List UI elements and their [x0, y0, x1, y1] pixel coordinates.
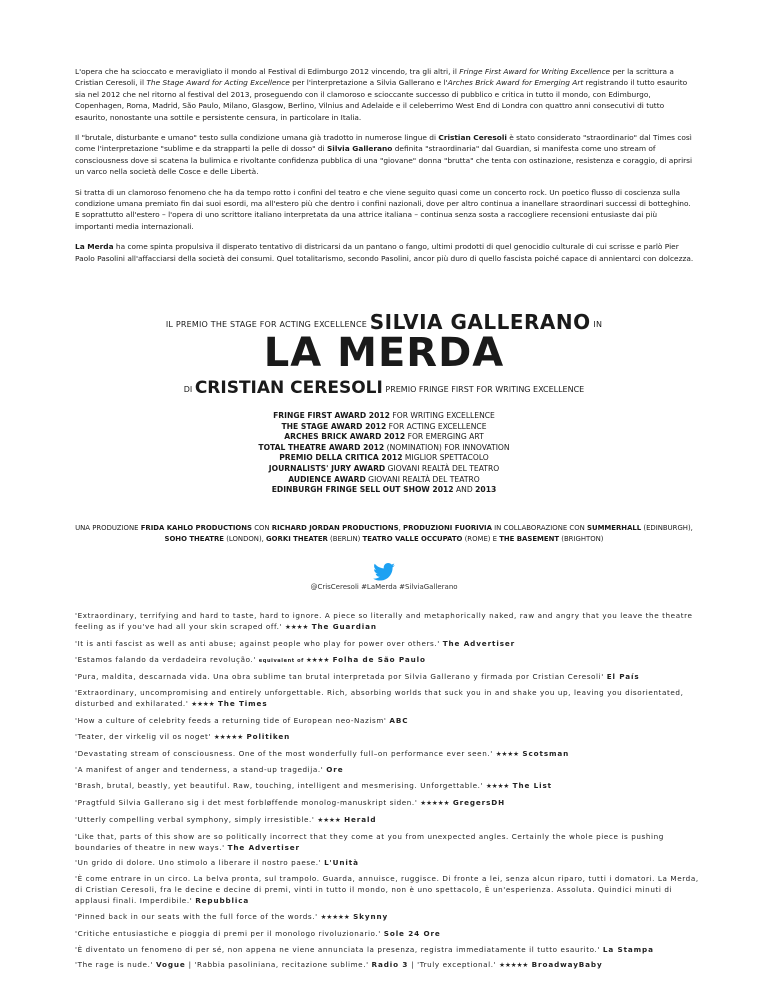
press-quote [75, 780, 703, 792]
press-quote [75, 797, 703, 809]
social-handles: @CrisCeresoli #LaMerda #SilviaGallerano [310, 583, 458, 591]
quote-source: Repubblica [195, 896, 250, 906]
paragraph-text: registrando il tutto esaurito sia nel 2012 che nel ritorno al festival del 2013, proseguendo con il clamoroso e scioccante successo di pubblico e critica in tutto il mondo, con Edimburgo, Copenhagen, Roma, Madrid, São Paulo, Milano, Glasgow, Berlino, Vilnius and Adelaide e il celeberrimo West End di Londra con quattro anni consecutivi di tutto esaurito, nonostante una sottile e persistente censura, in particolare in Italia. [75, 78, 688, 122]
press-quote [75, 654, 703, 667]
press-quotes [75, 610, 703, 976]
production-text: IN COLLABORAZIONE CON [491, 524, 588, 532]
award-name: THE STAGE AWARD 2012 [281, 421, 387, 431]
quote-source: The Guardian [308, 622, 377, 631]
quote-text: 'Un grido di dolore. Uno stimolo a liberare il nostro paese.' [75, 858, 325, 868]
author-name: CRISTIAN CERESOLI [194, 378, 383, 398]
production-text: (ROME) E [462, 534, 500, 543]
quote-source: Sole 24 Ore [383, 928, 441, 938]
production-company: FRIDA KAHLO PRODUCTIONS [140, 524, 252, 532]
award-name: TOTAL THEATRE AWARD 2012 [258, 442, 385, 452]
star-rating: ★★★★★ [420, 798, 450, 807]
author-line-suffix: PREMIO FRINGE FIRST FOR WRITING EXCELLENCE [382, 385, 585, 394]
quote-source: The List [509, 781, 553, 791]
production-company: PRODUZIONI FUORIVIA [403, 524, 492, 532]
quote-text: 'Brash, brutal, beastly, yet beautiful. Raw, touching, intelligent and mesmerising. Unforgettable.' [75, 781, 486, 791]
paragraph-text: The Stage Award for Acting Excellence [146, 78, 290, 88]
quote-source: El País [606, 672, 640, 682]
production-text: , [398, 524, 404, 532]
awards-list [0, 411, 768, 496]
quote-text: 'Extraordinary, uncompromising and entirely unforgettable. Rich, absorbing worlds that suck you in and shake you up, leaving you disorientated, disturbed and exhilarated.' [75, 688, 684, 709]
paragraph-text: Arches Brick Award for Emerging Art [447, 78, 584, 88]
quote-text: 'Critiche entusiastiche e pioggia di premi per il monologo rivoluzionario.' [75, 928, 384, 938]
award-item [0, 485, 768, 496]
award-name: ARCHES BRICK AWARD 2012 [284, 432, 406, 442]
star-rating: ★★★★ [285, 623, 309, 631]
star-rating: ★★★★ [303, 655, 330, 664]
award-item [0, 422, 768, 433]
author-line [0, 378, 768, 398]
actress-name: SILVIA GALLERANO [369, 310, 591, 334]
press-quote [75, 671, 703, 682]
press-quote [75, 731, 703, 743]
quote-source: ABC [389, 715, 409, 725]
production-text: (BRIGHTON) [559, 534, 604, 543]
award-item [0, 432, 768, 443]
quote-text: 'A manifest of anger and tenderness, a stand-up tragedija.' [75, 765, 327, 775]
press-quote [75, 959, 703, 971]
paragraph-text: Cristian Ceresoli [438, 133, 507, 143]
award-category: FOR ACTING EXCELLENCE [386, 421, 487, 431]
press-quote [75, 610, 703, 633]
press-quote [75, 857, 703, 868]
award-name: PREMIO DELLA CRITICA 2012 [279, 453, 403, 463]
production-company: RICHARD JORDAN PRODUCTIONS [271, 524, 399, 532]
quote-text: 'Pura, maldita, descarnada vida. Una obra sublime tan brutal interpretada por Silvia Gallerano y firmada por Cristian Ceresoli' [75, 672, 607, 682]
quote-source: The Times [214, 699, 268, 709]
paragraph-text: L'opera che ha scioccato e meravigliato il mondo al Festival di Edimburgo 2012 vincendo, tra gli altri, il [75, 67, 460, 76]
quote-text: 'È come entrare in un circo. La belva pronta, sul trampolo. Guarda, annuisce, ruggisce. Di fronte a lei, senza alcun riparo, tutti i domatori. La Merda, di Cristian Ceresoli, fra le decine e decine di premi, vinti in tutto il mondo, non è uno spettacolo, È un'esperienza. Assoluta. Quindici minuti di applausi finali. Imperdibile.' [75, 874, 699, 906]
quote-source: Vogue [155, 960, 186, 970]
press-quote [75, 873, 703, 906]
award-category: GIOVANI REALTÀ DEL TEATRO [385, 463, 500, 473]
award-item [0, 475, 768, 486]
award-category: GIOVANI REALTÀ DEL TEATRO [365, 474, 480, 484]
paragraph-text: per la scrittura a Cristian Ceresoli, il [75, 67, 674, 88]
quote-source: Radio 3 [371, 960, 409, 970]
quote-text: 'Pinned back in our seats with the full force of the words.' [75, 911, 321, 921]
intro-paragraph [75, 241, 695, 264]
press-quote [75, 814, 703, 826]
press-quote [75, 928, 703, 939]
press-quote [75, 764, 703, 775]
quote-text: 'Extraordinary, terrifying and hard to taste, hard to ignore. A piece so literally and metaphorically naked, raw and angry that you leave the theatre feeling as if you've had all your skin scraped off.' [75, 611, 693, 631]
quote-source: Politiken [243, 731, 291, 741]
production-text: UNA PRODUZIONE [75, 524, 141, 532]
press-quote [75, 831, 703, 853]
quote-source: BroadwayBaby [528, 960, 603, 970]
star-rating: ★★★★★ [213, 732, 244, 741]
star-rating: ★★★★ [485, 782, 510, 791]
quote-text: | 'Rabbia pasoliniana, recitazione sublime.' [185, 960, 372, 970]
award-line-suffix: IN [590, 320, 603, 329]
paragraph-text: Si tratta di un clamoroso fenomeno che ha da tempo rotto i confini del teatro e che viene seguito quasi come un concerto rock. Un poetico flusso di coscienza sulla condizione umana premiato fin dai suoi esordi, ma all'estero più che dentro i confini nazionali, dove per altro continua a inanellare straordinari successi di botteghino. E soprattutto all'estero – l'opera di uno scrittore italiano interpretata da una attrice italiana – continua senza sosta a raccogliere recensioni entusiaste dai più importanti media internazionali. [75, 187, 691, 231]
twitter-bird-icon[interactable] [373, 563, 395, 581]
intro-paragraph [75, 187, 695, 233]
production-text: (BERLIN) [327, 534, 363, 543]
award-item [0, 411, 768, 422]
award-category: MIGLIOR SPETTACOLO [402, 453, 489, 463]
production-text: CON [252, 524, 272, 532]
paragraph-text: Fringe First Award for Writing Excellence [459, 67, 611, 76]
quote-source: The Advertiser [227, 842, 300, 852]
star-rating: ★★★★★ [499, 961, 529, 970]
award-item [0, 443, 768, 454]
press-quote [75, 911, 703, 923]
quote-text: 'Utterly compelling verbal symphony, simply irresistible.' [75, 814, 318, 824]
award-item [0, 464, 768, 475]
press-quote [75, 687, 703, 710]
paragraph-text: La Merda [75, 242, 114, 252]
award-category: FOR EMERGING ART [405, 432, 484, 442]
quote-text: 'The rage is nude.' [75, 960, 156, 970]
paragraph-text: ha come spinta propulsiva il disperato tentativo di districarsi da un pantano o fango, ultimi prodotti di quel genocidio culturale di cui scrisse e parlò Pier Paolo Pasolini all'affacciarsi della società dei consumi. Quel totalitarismo, secondo Pasolini, ancor più duro di quello fascista poiché capace di annientarci con dolcezza. [75, 242, 694, 263]
award-name: JOURNALISTS' JURY AWARD [268, 463, 386, 473]
intro-paragraph [75, 132, 695, 178]
award-line-prefix: IL PREMIO THE STAGE FOR ACTING EXCELLENCE [165, 320, 370, 329]
quote-source: Scotsman [519, 748, 570, 758]
award-year: 2013 [475, 485, 497, 495]
paragraph-text: definita "straordinaria" dal Guardian, si manifesta come uno stream of consciousness dove si scatena la bulimica e rivoltante confidenza pubblica di una "giovane" donna "brutta" che tenta con ostinazione, resistenza e coraggio, di aprirsi un varco nella società delle Cosce e delle Libertà. [75, 144, 693, 177]
intro-text [75, 66, 695, 273]
paragraph-text: per l'interpretazione a Silvia Gallerano e l' [289, 78, 448, 88]
award-name: AUDIENCE AWARD [288, 474, 366, 484]
paragraph-text: Silvia Gallerano [326, 144, 393, 154]
show-title: LA MERDA [263, 330, 505, 376]
quote-text: 'Like that, parts of this show are so politically incorrect that they come at you from unexpected angles. Certainly the whole piece is pushing boundaries of theatre in new ways.' [75, 831, 664, 852]
quote-source: La Stampa [602, 944, 654, 954]
production-company: THE BASEMENT [499, 534, 560, 543]
production-credits [70, 523, 698, 544]
quote-text: 'Devastating stream of consciousness. One of the most wonderfully full–on performance ever seen.' [75, 748, 496, 758]
award-category: (NOMINATION) FOR INNOVATION [384, 442, 510, 452]
press-quote [75, 748, 703, 760]
award-category: FOR WRITING EXCELLENCE [389, 411, 495, 420]
quote-source: The Advertiser [442, 638, 516, 648]
quote-source: L'Unità [324, 858, 359, 868]
production-company: SUMMERHALL [587, 524, 642, 532]
production-company: SOHO THEATRE [164, 534, 225, 543]
award-name: FRINGE FIRST AWARD 2012 [273, 411, 390, 420]
author-line-prefix: DI [183, 385, 195, 394]
quote-text: 'Pragtfuld Silvia Gallerano sig i det mest forbløffende monolog-manuskript siden.' [75, 797, 421, 807]
quote-text: | 'Truly exceptional.' [408, 960, 500, 970]
paragraph-text: è stato considerato "straordinario" dal Times così come l'interpretazione "sublime e da strapparti la pelle di dosso" di [75, 133, 692, 154]
star-rating: ★★★★ [191, 700, 215, 709]
quote-text: 'È diventato un fenomeno di per sé, non appena ne viene annunciata la presenza, registra immediatamente il tutto esaurito.' [75, 944, 603, 954]
press-quote [75, 944, 703, 955]
star-rating: ★★★★ [317, 815, 341, 824]
production-text: (LONDON), [224, 534, 267, 543]
quote-text: 'Estamos falando da verdadeira revolução.' [75, 654, 259, 664]
star-rating: ★★★★★ [320, 912, 350, 921]
award-name: EDINBURGH FRINGE SELL OUT SHOW 2012 [271, 485, 454, 495]
quote-source: Folha de São Paulo [329, 654, 426, 664]
quote-text: 'Teater, der virkelig vil os noget' [75, 731, 214, 741]
production-text: (EDINBURGH), [641, 524, 693, 532]
press-quote [75, 638, 703, 649]
rating-note: equivalent of [258, 657, 304, 664]
award-item [0, 453, 768, 464]
star-rating: ★★★★ [495, 749, 520, 758]
production-company: TEATRO VALLE OCCUPATO [362, 534, 463, 543]
production-company: GORKI THEATER [266, 534, 328, 543]
award-category: AND [453, 485, 476, 495]
quote-source: Skynny [349, 911, 389, 921]
quote-text: 'It is anti fascist as well as anti abuse; against people who play for power over others.' [75, 638, 443, 648]
quote-source: GregersDH [449, 797, 506, 807]
quote-text: 'How a culture of celebrity feeds a returning tide of European neo-Nazism' [75, 715, 390, 725]
quote-source: Herald [340, 814, 377, 824]
intro-paragraph [75, 66, 695, 123]
press-quote [75, 715, 703, 726]
paragraph-text: Il "brutale, disturbante e umano" testo sulla condizione umana già tradotto in numerose lingue di [75, 133, 439, 143]
quote-source: Ore [326, 765, 344, 775]
